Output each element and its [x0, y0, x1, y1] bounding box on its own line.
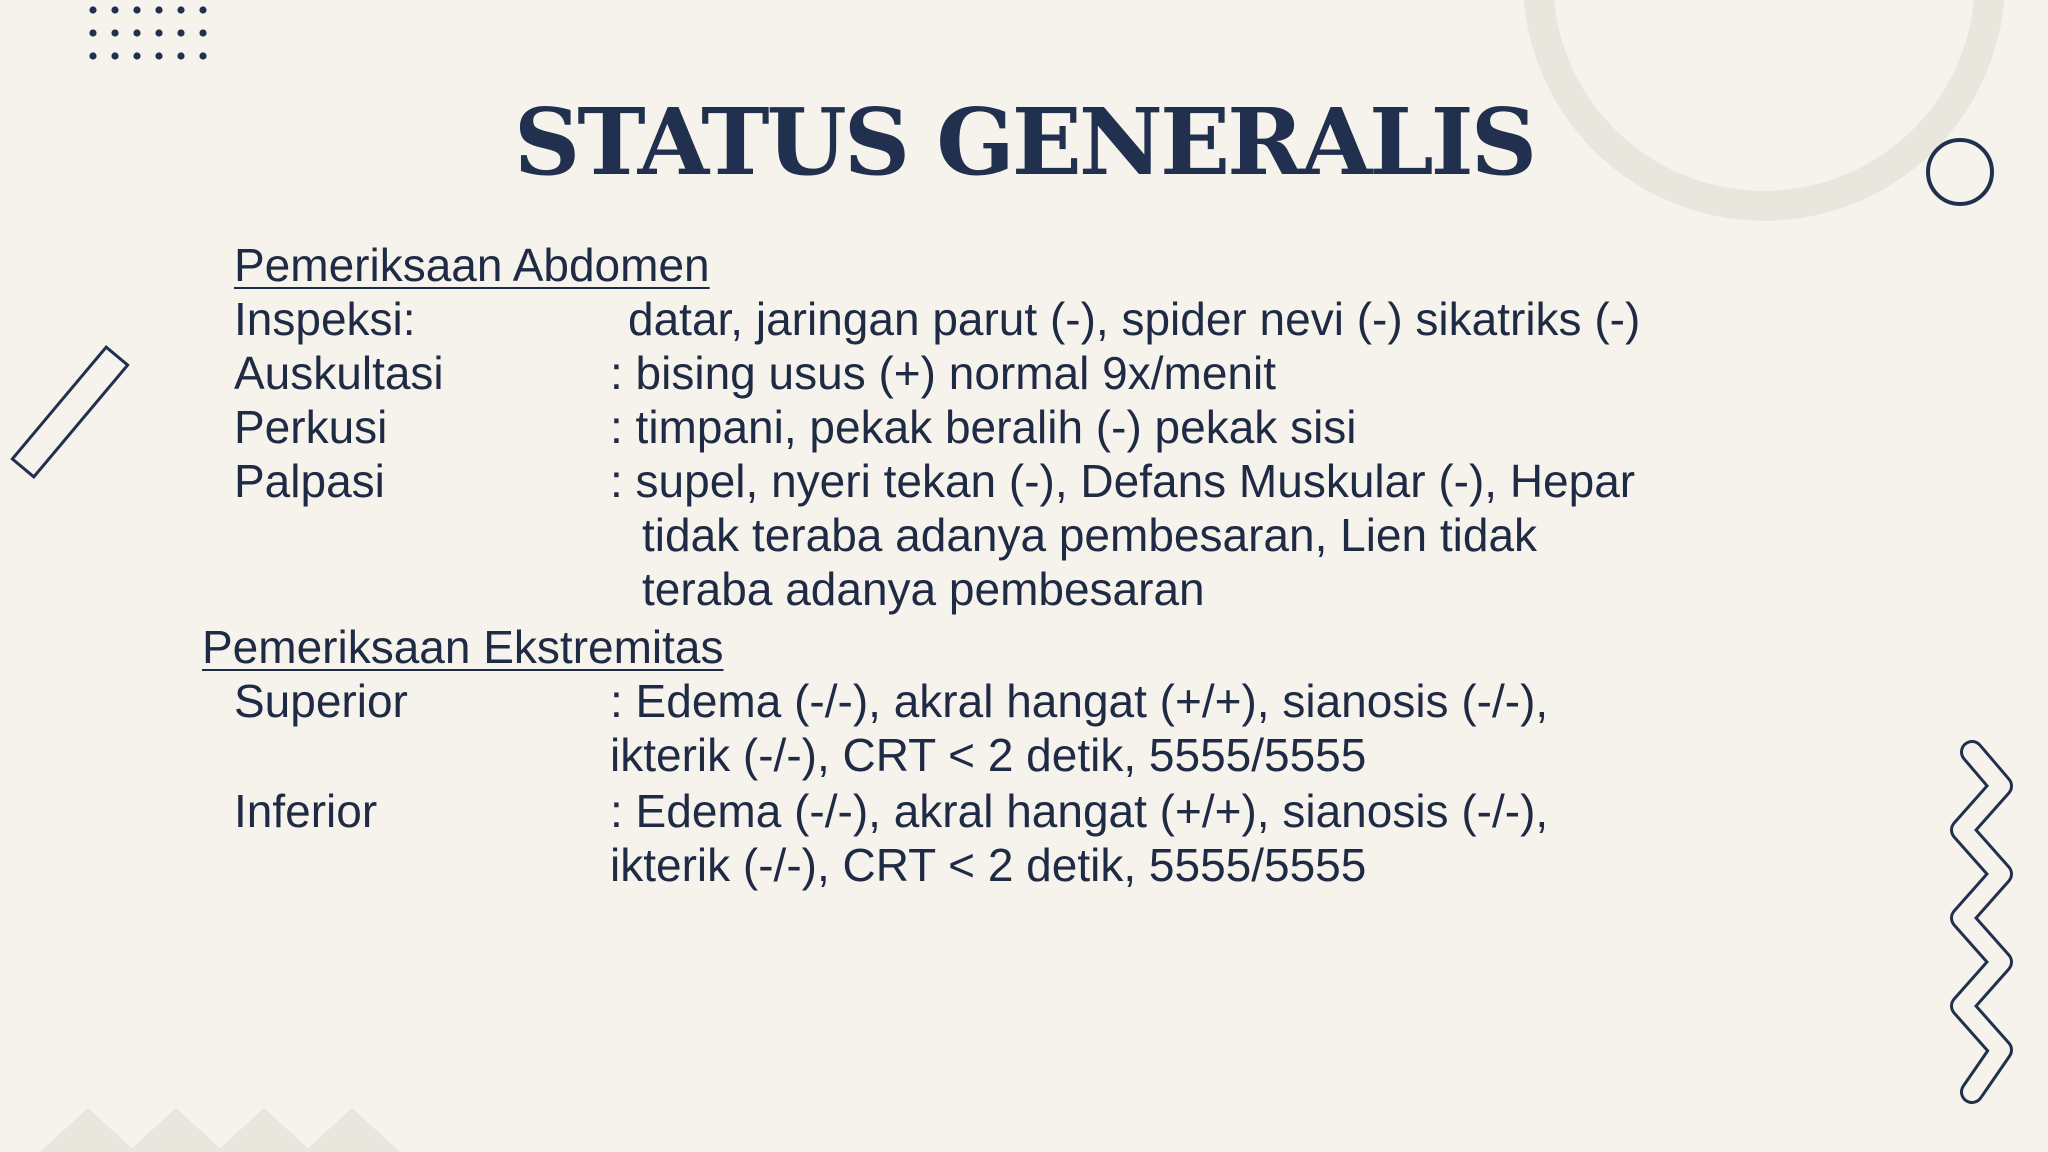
palpasi-value-line-1: : supel, nyeri tekan (-), Defans Muskular (-), Hepar	[610, 455, 1636, 507]
slanted-bar-decoration	[12, 347, 127, 477]
slide-title: STATUS GENERALIS	[513, 88, 1535, 196]
palpasi-value-line-3: teraba adanya pembesaran	[642, 563, 1205, 615]
perkusi-value: : timpani, pekak beralih (-) pekak sisi	[610, 401, 1357, 453]
triangle-row-decoration	[40, 1108, 400, 1152]
auskultasi-label: Auskultasi	[234, 347, 444, 399]
inferior-value-line-1: : Edema (-/-), akral hangat (+/+), sianosis (-/-),	[610, 785, 1549, 837]
palpasi-value-line-2: tidak teraba adanya pembesaran, Lien tidak	[642, 509, 1538, 561]
superior-value-line-2: ikterik (-/-), CRT < 2 detik, 5555/5555	[610, 729, 1367, 781]
perkusi-label: Perkusi	[234, 401, 388, 453]
palpasi-label: Palpasi	[234, 455, 385, 507]
inferior-label: Inferior	[234, 785, 378, 837]
superior-label: Superior	[234, 675, 408, 727]
dot-grid-decoration	[89, 6, 206, 59]
abdomen-heading: Pemeriksaan Abdomen	[234, 239, 710, 291]
zigzag-decoration	[1962, 752, 2001, 1092]
auskultasi-value: : bising usus (+) normal 9x/menit	[610, 347, 1276, 399]
superior-value-line-1: : Edema (-/-), akral hangat (+/+), sianosis (-/-),	[610, 675, 1549, 727]
inspeksi-label: Inspeksi:	[234, 293, 416, 345]
ekstremitas-heading: Pemeriksaan Ekstremitas	[202, 621, 724, 673]
inferior-value-line-2: ikterik (-/-), CRT < 2 detik, 5555/5555	[610, 839, 1367, 891]
inspeksi-value: datar, jaringan parut (-), spider nevi (-) sikatriks (-)	[628, 293, 1641, 345]
